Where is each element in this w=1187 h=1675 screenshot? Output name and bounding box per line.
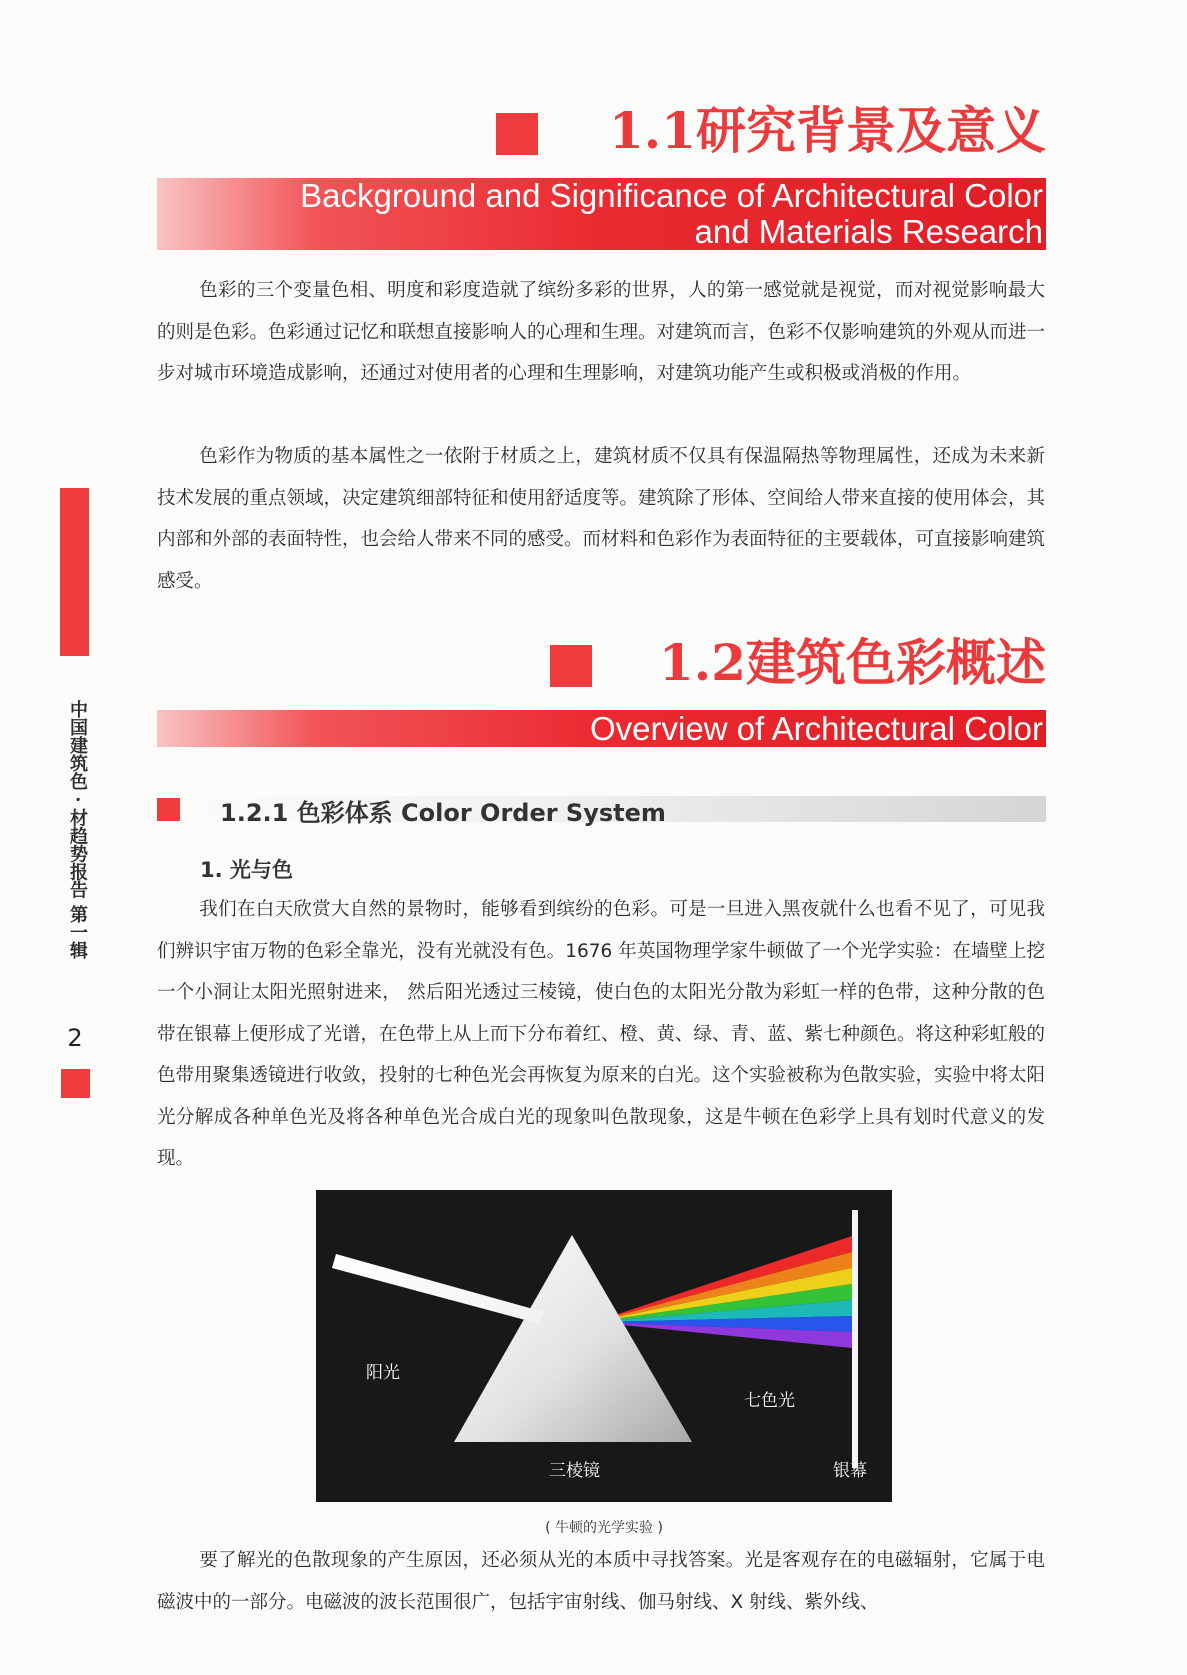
prism-shape bbox=[454, 1235, 692, 1442]
section-1-2-subtitle: Overview of Architectural Color bbox=[590, 710, 1043, 747]
section-1-1-marker bbox=[496, 113, 538, 155]
section-1-1-paragraph-1: 色彩的三个变量色相、明度和彩度造就了缤纷多彩的世界，人的第一感觉就是视觉，而对视觉影响最大的则是色彩。色彩通过记忆和联想直接影响人的心理和生理。对建筑而言，色彩不仅影响建筑的外观从而进一步对城市环境造成影响，还通过对使用者的心理和生理影响，对建筑功能产生或积极或消极的作用。 bbox=[157, 280, 1046, 384]
label-seven-colors: 七色光 bbox=[744, 1391, 795, 1411]
section-1-2-title: 1.2建筑色彩概述 bbox=[659, 633, 1046, 692]
label-sunlight: 阳光 bbox=[366, 1363, 400, 1383]
section-1-2-paragraph-1: 我们在白天欣赏大自然的景物时，能够看到缤纷的色彩。可是一旦进入黑夜就什么也看不见了，可见我们辨识宇宙万物的色彩全靠光，没有光就没有色。1676 年英国物理学家牛顿做了一个光学实验：在墙壁上挖一个小洞让太阳光照射进来， 然后阳光透过三棱镜，使白色的太阳光分散为彩虹一样的色带，这种分散的色带在银幕上便形成了光谱，在色带上从上而下分布着红、橙、黄、绿、青、蓝、紫七种颜色。将这种彩虹般的色带用聚集透镜进行收敛，投射的七种色光会再恢复为原来的白光。这个实验被称为色散实验，实验中将太阳光分解成各种单色光及将各种单色光合成白光的现象叫色散现象，这是牛顿在色彩学上具有划时代意义的发现。 bbox=[157, 899, 1046, 1169]
section-1-1-title: 1.1研究背景及意义 bbox=[609, 101, 1046, 160]
section-1-2-paragraph-2: 要了解光的色散现象的产生原因，还必须从光的本质中寻找答案。光是客观存在的电磁辐射，它属于电磁波中的一部分。电磁波的波长范围很广，包括宇宙射线、伽马射线、X 射线、紫外线、 bbox=[157, 1550, 1045, 1613]
sunlight-beam bbox=[332, 1254, 544, 1324]
section-1-1-subtitle-line1: Background and Significance of Architectural Color bbox=[300, 177, 1043, 214]
screen-bar bbox=[852, 1210, 858, 1468]
section-1-2-marker bbox=[550, 645, 592, 687]
section-1-1-paragraph-2: 色彩作为物质的基本属性之一依附于材质之上，建筑材质不仅具有保温隔热等物理属性，还成为未来新技术发展的重点领域，决定建筑细部特征和使用舒适度等。建筑除了形体、空间给人带来直接的使用体会，其内部和外部的表面特性，也会给人带来不同的感受。而材料和色彩作为表面特征的主要载体，可直接影响建筑感受。 bbox=[157, 446, 1046, 592]
prism-illustration bbox=[316, 1190, 892, 1502]
prism-experiment-figure bbox=[316, 1190, 892, 1502]
label-prism: 三棱镜 bbox=[549, 1461, 600, 1481]
topic-heading: 1. 光与色 bbox=[200, 858, 293, 882]
subsection-title: 1.2.1 色彩体系 Color Order System bbox=[220, 799, 666, 827]
page-number-marker bbox=[61, 1069, 90, 1098]
spectrum-fan bbox=[612, 1236, 852, 1348]
subsection-marker bbox=[157, 798, 180, 821]
running-title: 中国建筑色 · 材趋势报告 第一辑 bbox=[67, 700, 88, 960]
page-number: 2 bbox=[67, 1024, 83, 1052]
section-1-1-subtitle-line2: and Materials Research bbox=[694, 213, 1043, 250]
label-screen: 银幕 bbox=[833, 1461, 867, 1481]
sidebar-accent-bar bbox=[60, 488, 89, 656]
figure-caption: ( 牛顿的光学实验 ) bbox=[545, 1520, 663, 1536]
